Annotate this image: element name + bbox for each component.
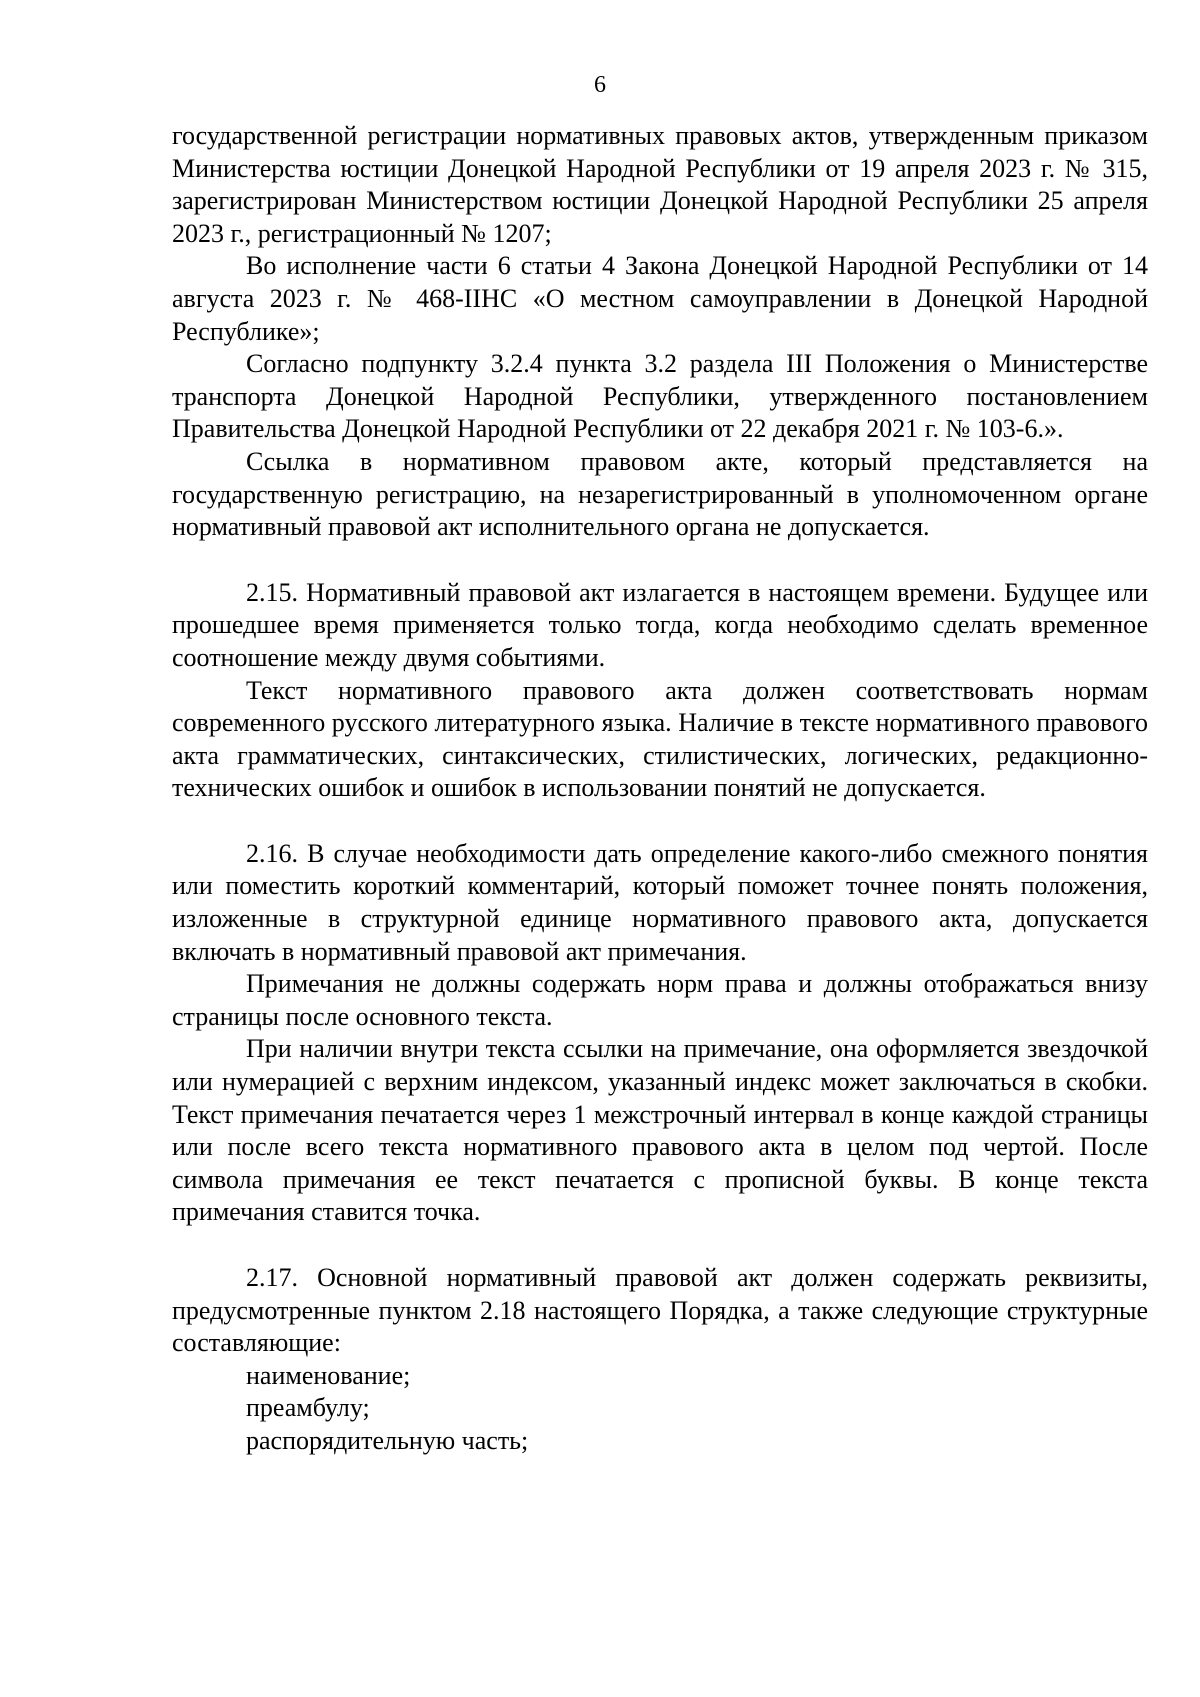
paragraph-notes-formatting: При наличии внутри текста ссылки на примечание, она оформляется звездочкой или нумерацией с верхним индексом, указанный индекс может заключаться в скобки. Текст примечания печатается через 1 межстрочный интервал в конце каждой страницы или после всего текста нормативного правового акта в целом под чертой. После символа примечания ее текст печатается с прописной буквы. В конце текста примечания ставится точка.	[172, 1034, 1148, 1227]
paragraph-notes-content: Примечания не должны содержать норм права и должны отображаться внизу страницы после основного текста.	[172, 969, 1148, 1031]
section-gap	[172, 544, 1148, 577]
list-item: распорядительную часть;	[246, 1425, 529, 1455]
paragraph-regulation-reference: Согласно подпункту 3.2.4 пункта 3.2 раздела III Положения о Министерстве транспорта Донецкой Народной Республики, утвержденного постановлением Правительства Донецкой Народной Республики от 22 декабря 2021 г. № 103-6.».	[172, 349, 1148, 444]
paragraph-2-15: 2.15. Нормативный правовой акт излагается в настоящем времени. Будущее или прошедшее время применяется только тогда, когда необходимо сделать временное соотношение между двумя событиями.	[172, 577, 1148, 672]
paragraph-2-17: 2.17. Основной нормативный правовой акт должен содержать реквизиты, предусмотренные пунктом 2.18 настоящего Порядка, а также следующие структурные составляющие:	[172, 1263, 1148, 1358]
paragraph-law-reference: Во исполнение части 6 статьи 4 Закона Донецкой Народной Республики от 14 августа 2023 г. № 468-IIНС «О местном самоуправлении в Донецкой Народной Республике»;	[172, 251, 1148, 346]
list-item: наименование;	[246, 1360, 411, 1390]
section-gap	[172, 805, 1148, 838]
list-item: преамбулу;	[246, 1393, 370, 1423]
paragraph-unregistered-reference: Ссылка в нормативном правовом акте, который представляется на государственную регистрацию, на незарегистрированный в уполномоченном органе нормативный правовой акт исполнительного органа не допускается.	[172, 446, 1148, 542]
paragraph-language-norms: Текст нормативного правового акта должен соответствовать нормам современного русского литературного языка. Наличие в тексте нормативного правового акта грамматических, синтаксических, стилистических, логических, редакционно-технических ошибок и ошибок в использовании понятий не допускается.	[172, 675, 1148, 803]
paragraph-registration-continuation: государственной регистрации нормативных правовых актов, утвержденным приказом Министерства юстиции Донецкой Народной Республики от 19 апреля 2023 г. № 315, зарегистрирован Министерством юстиции Донецкой Народной Республики 25 апреля 2023 г., регистрационный № 1207;	[172, 121, 1148, 248]
section-gap	[172, 1229, 1148, 1262]
page-number: 6	[594, 72, 606, 98]
document-body	[172, 120, 1148, 1458]
paragraph-2-16: 2.16. В случае необходимости дать определение какого-либо смежного понятия или поместить короткий комментарий, который поможет точнее понять положения, изложенные в структурной единице нормативного правового акта, допускается включать в нормативный правовой акт примечания.	[172, 838, 1148, 966]
